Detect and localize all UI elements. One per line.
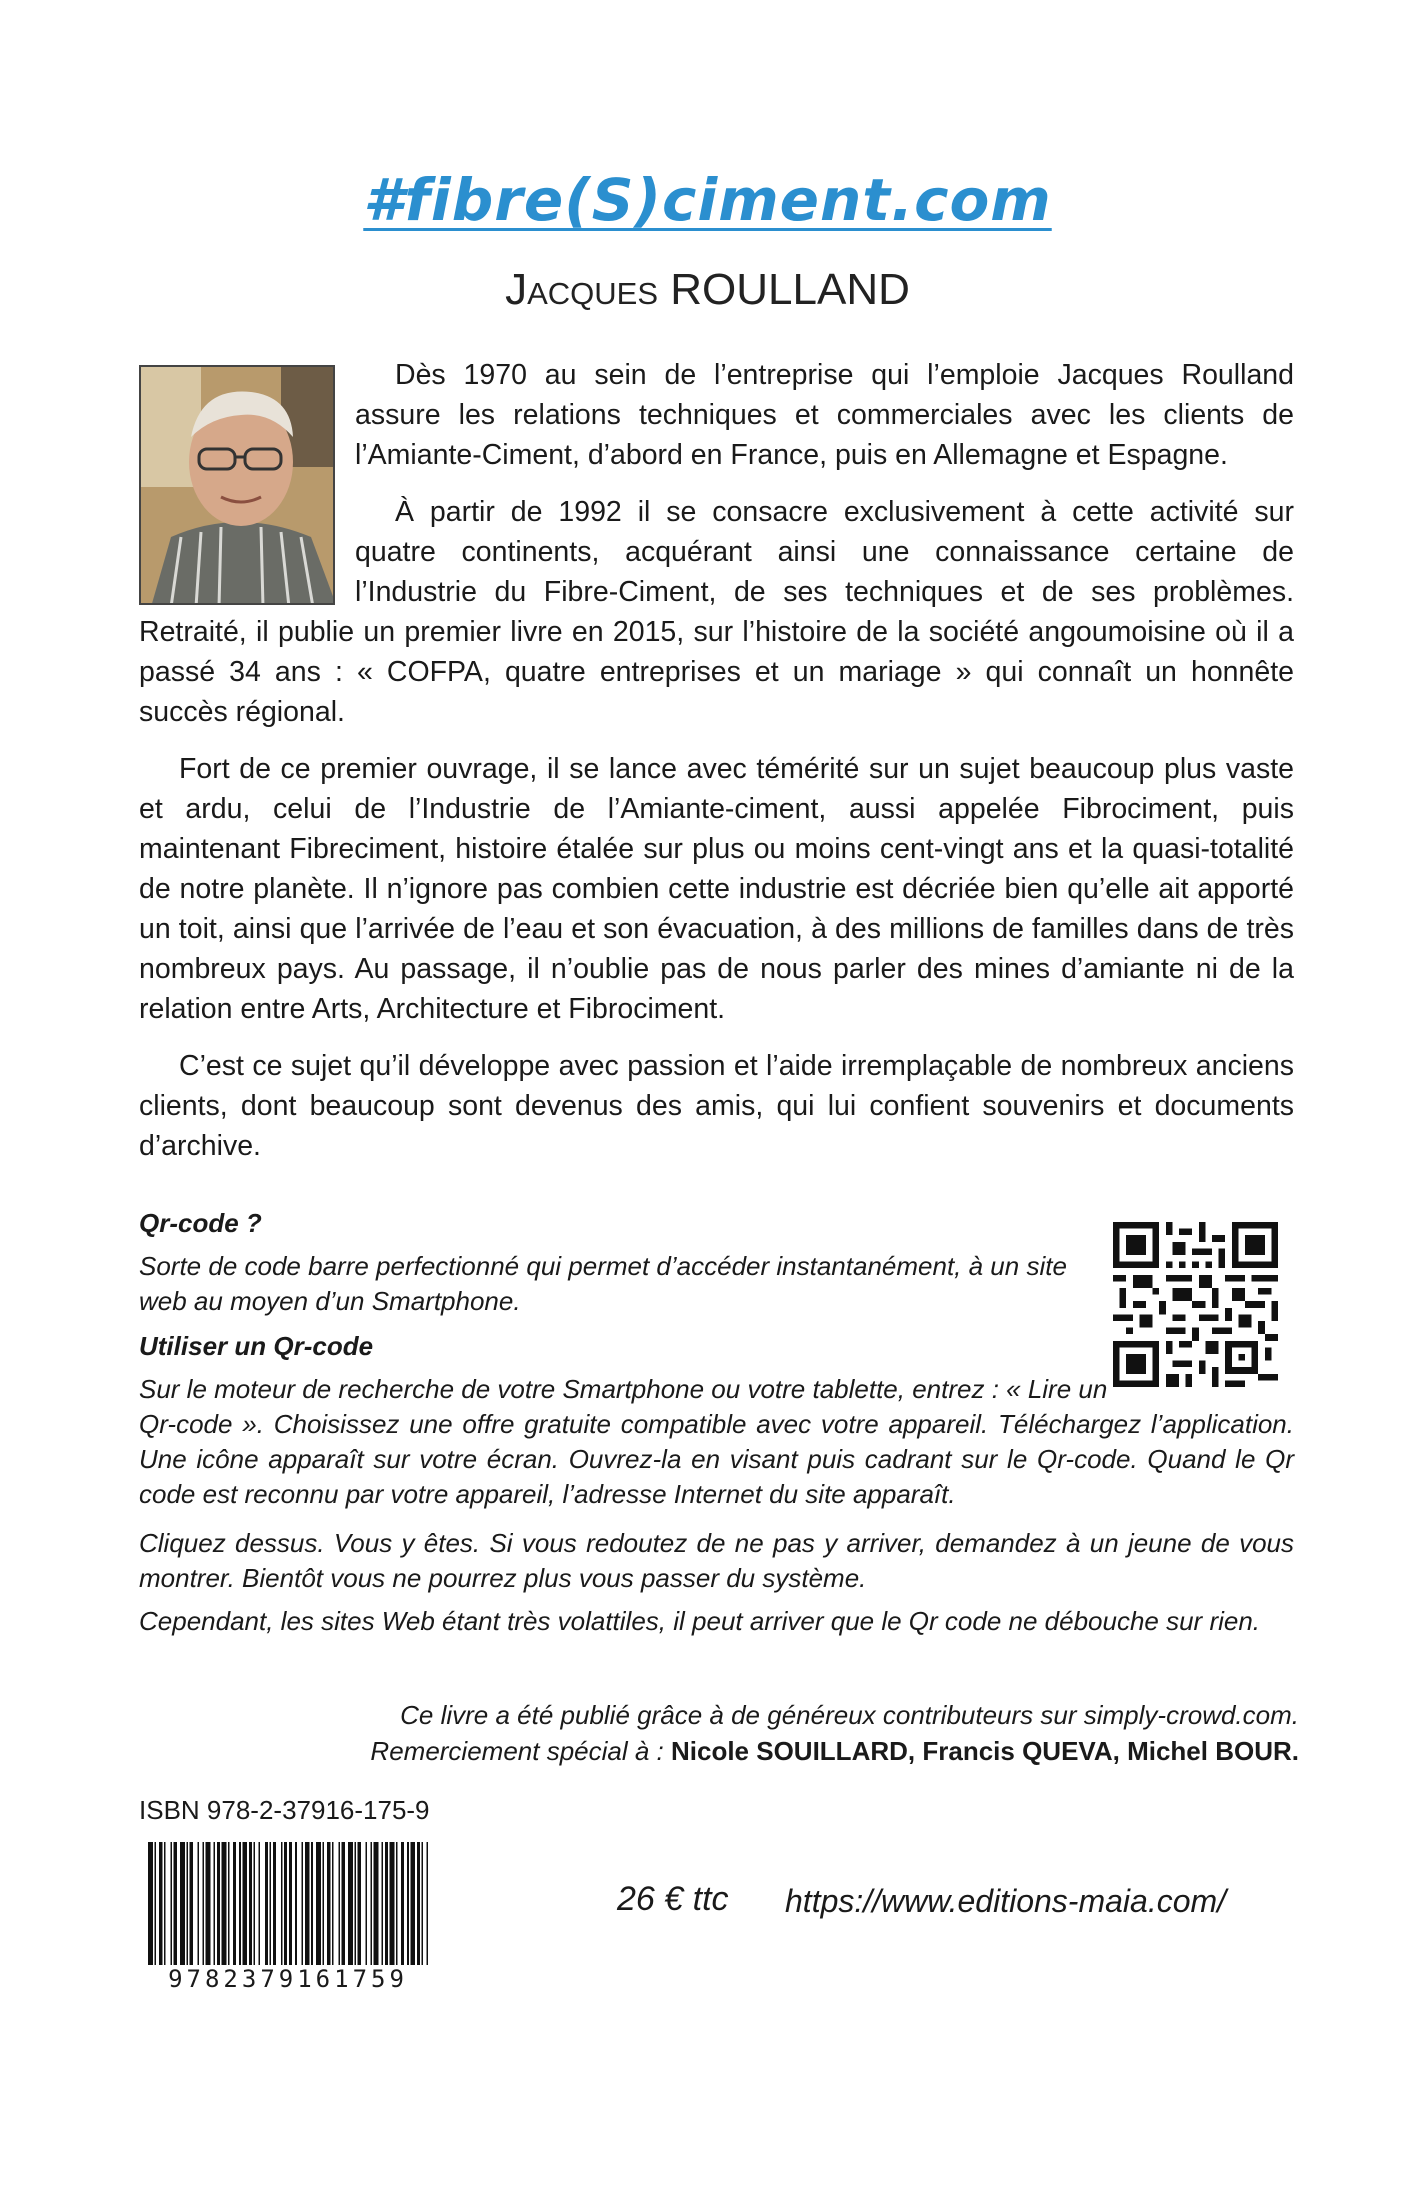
bio-paragraph-1: Dès 1970 au sein de l’entreprise qui l’emploie Jacques Roulland assure les relations techniques et commerciales avec les clients de l’Amiante-Ciment, d’abord en France, puis en Allemagne et Espagne. (355, 359, 1294, 471)
special-thanks: Remerciement spécial à : Nicole SOUILLARD, Francis QUEVA, Michel BOUR. (370, 1736, 1299, 1766)
barcode-number: 9782379161759 (148, 1965, 428, 1993)
bio-paragraph-4: C’est ce sujet qu’il développe avec passion et l’aide irremplaçable de nombreux anciens clients, dont beaucoup sont devenus des amis, qui lui confient souvenirs et documents d’archive. (139, 1050, 1294, 1162)
qr-text-1: Sorte de code barre perfectionné qui permet d’accéder instantanément, à un site web au moyen d’un Smartphone. (139, 1251, 1067, 1316)
thanks-name-1-last: SOUILLARD (756, 1736, 908, 1766)
author-name: Jacques ROULLAND (505, 265, 910, 314)
qr-text-4: Cependant, les sites Web étant très volattiles, il peut arriver que le Qr code ne débouche sur rien. (139, 1606, 1261, 1636)
thanks-name-2-last: QUEVA (1022, 1736, 1113, 1766)
qr-text-2a: Sur le moteur de recherche de votre Smartphone ou votre tablette, entrez : « Lire un (139, 1374, 1108, 1404)
qr-code-icon (1113, 1222, 1278, 1387)
thanks-name-3-last: BOUR (1215, 1736, 1292, 1766)
thanks-label: Remerciement spécial à : (370, 1736, 671, 1766)
crowdfunding-note: Ce livre a été publié grâce à de généreux contributeurs sur simply-crowd.com. (400, 1700, 1299, 1730)
bio-paragraph-3: Fort de ce premier ouvrage, il se lance avec témérité sur un sujet beaucoup plus vaste et ardu, celui de l’Industrie de l’Amiante-ciment, aussi appelée Fibrociment, puis maintenant Fibreciment, histoire étalée sur plus ou moins cent-vingt ans et la quasi-totalité de notre planète. Il n’ignore pas combien cette industrie est décriée bien qu’elle ait apporté un toit, ainsi que l’arrivée de l’eau et son évacuation, à des millions de familles dans de très nombreux pays. Au passage, il n’oublie pas de nous parler des mines d’amiante ni de la relation entre Arts, Architecture et Fibrociment. (139, 753, 1294, 1025)
isbn: ISBN 978-2-37916-175-9 (139, 1795, 430, 1825)
credits (139, 1697, 1299, 1769)
qr-text-2b: Qr-code ». Choisissez une offre gratuite compatible avec votre appareil. Téléchargez l’application. Une icône apparaît sur votre écran. Ouvrez-la en visant puis cadrant sur le Qr-code. Quand le Qr code est reconnu par votre appareil, l’adresse Internet du site apparaît. (139, 1409, 1294, 1509)
book-title: #fibre(S)ciment.com (363, 166, 1052, 234)
thanks-name-1-first: Nicole (670, 1736, 757, 1766)
thanks-name-3-first: Michel (1127, 1736, 1216, 1766)
price: 26 € ttc (617, 1880, 729, 1918)
thanks-name-2-first: Francis (922, 1736, 1023, 1766)
publisher-url: https://www.editions-maia.com/ (785, 1883, 1227, 1919)
biography (139, 355, 1294, 1183)
bio-paragraph-2: À partir de 1992 il se consacre exclusivement à cette activité sur quatre continents, acquérant ainsi une connaissance certaine de l’Industrie du Fibre-Ciment, de ses techniques et de ses problèmes. Retraité, il publie un premier livre en 2015, sur l’histoire de la société angoumoisine où il a passé 34 ans : « COFPA, quatre entreprises et un mariage » qui connaît un honnête succès régional. (139, 496, 1294, 728)
qr-heading-2: Utiliser un Qr-code (139, 1331, 374, 1361)
qr-heading-1: Qr-code ? (139, 1208, 262, 1238)
qr-text-3: Cliquez dessus. Vous y êtes. Si vous redoutez de ne pas y arriver, demandez à un jeune de vous montrer. Bientôt vous ne pourrez plus vous passer du système. (139, 1528, 1294, 1593)
